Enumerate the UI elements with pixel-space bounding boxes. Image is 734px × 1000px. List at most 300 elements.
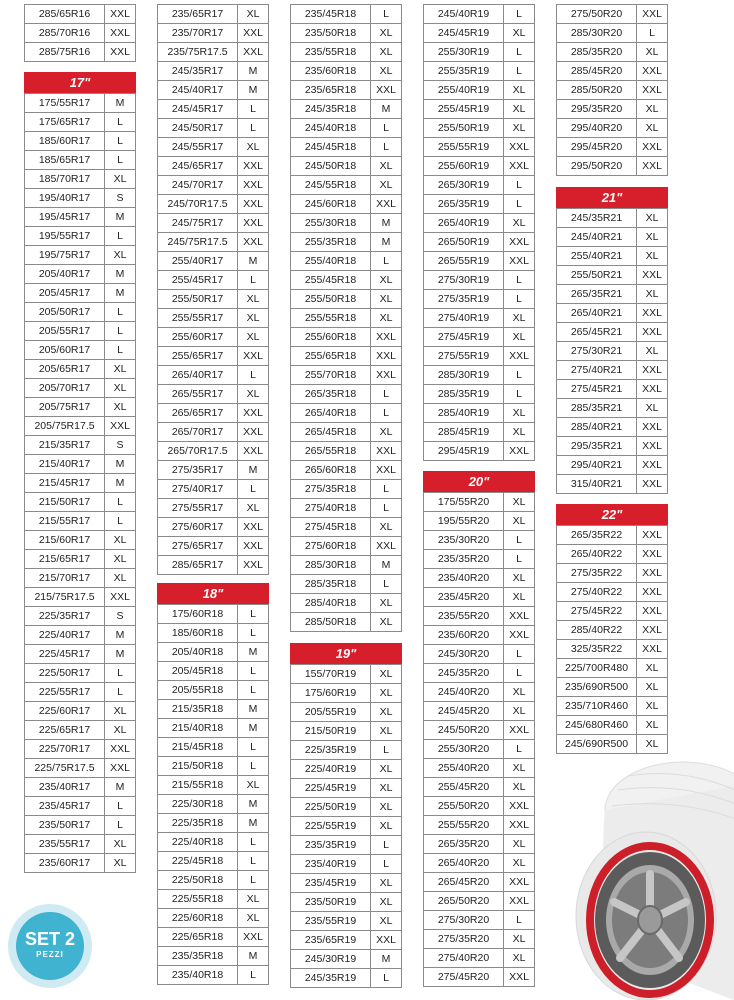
sock-size: M xyxy=(371,556,402,575)
size-row xyxy=(158,947,269,966)
size-row xyxy=(25,265,136,284)
tyre-size: 205/55R19 xyxy=(291,703,371,722)
tyre-size: 235/55R20 xyxy=(424,607,504,626)
tyre-size: 255/60R18 xyxy=(291,328,371,347)
sock-size: L xyxy=(504,664,535,683)
size-table xyxy=(157,604,269,985)
sock-size: XXL xyxy=(371,195,402,214)
tyre-size: 235/40R18 xyxy=(158,966,238,985)
section-header-20: 20" xyxy=(423,471,535,492)
sock-size: XL xyxy=(105,379,136,398)
size-row xyxy=(291,855,402,874)
tyre-size: 245/35R20 xyxy=(424,664,504,683)
tyre-size: 225/45R18 xyxy=(158,852,238,871)
size-row xyxy=(424,366,535,385)
tyre-size: 295/35R21 xyxy=(557,437,637,456)
size-row xyxy=(158,537,269,556)
sock-size: XL xyxy=(105,170,136,189)
size-row xyxy=(291,81,402,100)
size-row xyxy=(424,347,535,366)
tyre-size: 265/55R19 xyxy=(424,252,504,271)
tyre-size: 245/40R21 xyxy=(557,228,637,247)
sock-size: L xyxy=(238,966,269,985)
size-row xyxy=(158,795,269,814)
size-row xyxy=(557,380,668,399)
size-row xyxy=(25,398,136,417)
sock-size: XL xyxy=(371,817,402,836)
size-row xyxy=(25,208,136,227)
sock-size: XL xyxy=(371,760,402,779)
size-row xyxy=(291,252,402,271)
tyre-size: 255/40R17 xyxy=(158,252,238,271)
size-row xyxy=(25,569,136,588)
sock-size: XL xyxy=(504,683,535,702)
sock-size: XXL xyxy=(637,545,668,564)
tyre-size: 265/35R19 xyxy=(424,195,504,214)
tyre-size: 275/45R22 xyxy=(557,602,637,621)
size-row xyxy=(291,798,402,817)
tyre-size: 215/70R17 xyxy=(25,569,105,588)
sock-size: XXL xyxy=(238,347,269,366)
tyre-size: 195/75R17 xyxy=(25,246,105,265)
tyre-size: 245/40R20 xyxy=(424,683,504,702)
size-row xyxy=(424,645,535,664)
section-header-18: 18" xyxy=(157,583,269,604)
tyre-size: 295/40R21 xyxy=(557,456,637,475)
sock-size: L xyxy=(504,271,535,290)
sock-size: L xyxy=(105,151,136,170)
size-row xyxy=(158,81,269,100)
size-row xyxy=(25,132,136,151)
tyre-size: 265/55R17 xyxy=(158,385,238,404)
tyre-size: 255/45R17 xyxy=(158,271,238,290)
tyre-size: 255/40R18 xyxy=(291,252,371,271)
size-row xyxy=(25,189,136,208)
sock-size: XXL xyxy=(504,233,535,252)
size-row xyxy=(158,119,269,138)
tyre-size: 245/50R18 xyxy=(291,157,371,176)
sock-size: L xyxy=(238,480,269,499)
sock-size: XL xyxy=(504,214,535,233)
sock-size: XL xyxy=(371,271,402,290)
size-row xyxy=(158,643,269,662)
tyre-size: 245/60R18 xyxy=(291,195,371,214)
tyre-size: 185/60R18 xyxy=(158,624,238,643)
size-row xyxy=(424,252,535,271)
tyre-size: 275/30R21 xyxy=(557,342,637,361)
size-row xyxy=(158,138,269,157)
sock-size: L xyxy=(371,855,402,874)
sock-size: XXL xyxy=(105,417,136,436)
tyre-size: 235/710R460 xyxy=(557,697,637,716)
tyre-size: 235/60R18 xyxy=(291,62,371,81)
sock-size: XXL xyxy=(504,721,535,740)
tyre-size: 275/40R18 xyxy=(291,499,371,518)
sock-size: M xyxy=(371,233,402,252)
size-row xyxy=(25,455,136,474)
tyre-size: 245/45R17 xyxy=(158,100,238,119)
sock-size: L xyxy=(371,499,402,518)
tyre-size: 215/50R19 xyxy=(291,722,371,741)
tyre-size: 245/30R20 xyxy=(424,645,504,664)
tyre-size: 265/45R20 xyxy=(424,873,504,892)
size-row xyxy=(291,119,402,138)
sock-size: XXL xyxy=(637,304,668,323)
tyre-size: 275/35R20 xyxy=(424,930,504,949)
tyre-size: 225/45R19 xyxy=(291,779,371,798)
sock-size: XXL xyxy=(238,195,269,214)
size-row xyxy=(291,271,402,290)
tyre-size: 275/45R18 xyxy=(291,518,371,537)
tyre-size: 205/40R18 xyxy=(158,643,238,662)
size-row xyxy=(424,271,535,290)
size-row xyxy=(424,588,535,607)
tyre-size: 255/55R18 xyxy=(291,309,371,328)
size-row xyxy=(291,100,402,119)
size-row xyxy=(557,24,668,43)
sock-size: XXL xyxy=(238,556,269,575)
size-row xyxy=(158,909,269,928)
tyre-size: 245/30R19 xyxy=(291,950,371,969)
size-row xyxy=(158,214,269,233)
size-row xyxy=(25,113,136,132)
tyre-size: 255/40R19 xyxy=(424,81,504,100)
size-row xyxy=(158,24,269,43)
tyre-size: 235/65R17 xyxy=(158,5,238,24)
sock-size: M xyxy=(238,947,269,966)
sock-size: L xyxy=(504,385,535,404)
sock-size: XXL xyxy=(238,442,269,461)
tyre-size: 225/40R18 xyxy=(158,833,238,852)
sock-size: XXL xyxy=(637,361,668,380)
sock-size: L xyxy=(105,797,136,816)
sock-size: S xyxy=(105,189,136,208)
tyre-size: 245/50R20 xyxy=(424,721,504,740)
tyre-size: 275/40R21 xyxy=(557,361,637,380)
size-row xyxy=(291,214,402,233)
tyre-size: 205/50R17 xyxy=(25,303,105,322)
sock-size: L xyxy=(504,531,535,550)
size-row xyxy=(557,564,668,583)
size-row xyxy=(158,5,269,24)
size-row xyxy=(291,157,402,176)
size-row xyxy=(25,626,136,645)
size-row xyxy=(25,227,136,246)
size-table xyxy=(24,93,136,873)
tyre-size: 255/30R19 xyxy=(424,43,504,62)
tyre-size: 225/50R18 xyxy=(158,871,238,890)
tyre-size: 285/50R18 xyxy=(291,613,371,632)
size-row xyxy=(291,404,402,423)
tyre-size: 265/35R22 xyxy=(557,526,637,545)
size-row xyxy=(25,645,136,664)
tyre-size: 285/75R16 xyxy=(25,43,105,62)
size-table xyxy=(556,525,668,754)
size-row xyxy=(424,214,535,233)
tyre-size: 285/35R19 xyxy=(424,385,504,404)
tyre-size: 245/45R20 xyxy=(424,702,504,721)
tyre-size: 295/50R20 xyxy=(557,157,637,176)
tyre-size: 205/65R17 xyxy=(25,360,105,379)
size-row xyxy=(424,24,535,43)
tyre-size: 205/40R17 xyxy=(25,265,105,284)
sock-size: L xyxy=(504,62,535,81)
size-row xyxy=(557,5,668,24)
size-row xyxy=(25,664,136,683)
size-row xyxy=(424,493,535,512)
tyre-size: 265/40R18 xyxy=(291,404,371,423)
size-row xyxy=(291,518,402,537)
size-row xyxy=(424,778,535,797)
size-row xyxy=(424,797,535,816)
sock-size: XXL xyxy=(504,157,535,176)
size-row xyxy=(424,664,535,683)
tyre-size: 225/55R17 xyxy=(25,683,105,702)
tyre-size: 245/65R17 xyxy=(158,157,238,176)
sock-size: XL xyxy=(371,594,402,613)
sock-size: L xyxy=(105,512,136,531)
size-row xyxy=(424,626,535,645)
sock-size: L xyxy=(371,138,402,157)
tyre-size: 275/40R17 xyxy=(158,480,238,499)
sock-size: L xyxy=(105,341,136,360)
sock-size: M xyxy=(105,645,136,664)
tyre-size: 235/50R19 xyxy=(291,893,371,912)
size-row xyxy=(25,474,136,493)
size-row xyxy=(25,702,136,721)
sock-size: XL xyxy=(371,874,402,893)
sock-size: L xyxy=(105,113,136,132)
size-row xyxy=(25,303,136,322)
tyre-size: 245/35R17 xyxy=(158,62,238,81)
size-row xyxy=(557,81,668,100)
sock-size: L xyxy=(371,404,402,423)
tyre-size: 325/35R22 xyxy=(557,640,637,659)
tyre-size: 285/35R18 xyxy=(291,575,371,594)
sock-size: XL xyxy=(637,342,668,361)
sock-size: XL xyxy=(238,499,269,518)
sock-size: XXL xyxy=(238,233,269,252)
size-row xyxy=(557,399,668,418)
size-row xyxy=(424,607,535,626)
tyre-size: 275/60R17 xyxy=(158,518,238,537)
size-row xyxy=(291,423,402,442)
size-row xyxy=(291,594,402,613)
size-table xyxy=(24,4,136,62)
size-row xyxy=(158,662,269,681)
size-row xyxy=(25,24,136,43)
size-row xyxy=(25,151,136,170)
sock-size: L xyxy=(504,195,535,214)
sock-size: L xyxy=(504,43,535,62)
sock-size: XL xyxy=(637,735,668,754)
sock-size: XL xyxy=(238,138,269,157)
tyre-size: 285/35R20 xyxy=(557,43,637,62)
sock-size: XL xyxy=(371,613,402,632)
tyre-size: 265/50R20 xyxy=(424,892,504,911)
size-row xyxy=(557,157,668,176)
size-row xyxy=(25,94,136,113)
tyre-size: 225/55R19 xyxy=(291,817,371,836)
sock-size: L xyxy=(238,119,269,138)
sock-size: XL xyxy=(105,398,136,417)
size-row xyxy=(557,304,668,323)
sock-size: XXL xyxy=(371,931,402,950)
size-row xyxy=(424,119,535,138)
tyre-size: 245/45R19 xyxy=(424,24,504,43)
tyre-size: 215/35R17 xyxy=(25,436,105,455)
sock-size: XL xyxy=(371,423,402,442)
size-row xyxy=(158,328,269,347)
size-row xyxy=(158,700,269,719)
size-row xyxy=(557,475,668,494)
sock-size: XL xyxy=(371,290,402,309)
sock-size: XL xyxy=(371,176,402,195)
size-row xyxy=(424,423,535,442)
sock-size: XL xyxy=(504,24,535,43)
size-row xyxy=(557,209,668,228)
size-row xyxy=(291,703,402,722)
tyre-size: 235/75R17.5 xyxy=(158,43,238,62)
sock-size: XL xyxy=(504,854,535,873)
size-row xyxy=(291,969,402,988)
tyre-size: 245/35R18 xyxy=(291,100,371,119)
sock-size: XXL xyxy=(504,797,535,816)
tyre-size: 255/35R19 xyxy=(424,62,504,81)
sock-size: XL xyxy=(371,722,402,741)
tyre-size: 275/35R22 xyxy=(557,564,637,583)
size-row xyxy=(557,119,668,138)
tyre-size: 235/30R20 xyxy=(424,531,504,550)
sock-size: XL xyxy=(504,702,535,721)
sock-size: L xyxy=(105,664,136,683)
tyre-size: 285/50R20 xyxy=(557,81,637,100)
tyre-size: 205/60R17 xyxy=(25,341,105,360)
sock-size: XXL xyxy=(637,456,668,475)
tyre-size: 285/40R21 xyxy=(557,418,637,437)
tyre-size: 215/35R18 xyxy=(158,700,238,719)
size-row xyxy=(424,138,535,157)
tyre-size: 275/55R17 xyxy=(158,499,238,518)
size-row xyxy=(557,545,668,564)
tyre-size: 255/70R18 xyxy=(291,366,371,385)
size-row xyxy=(25,607,136,626)
tyre-size: 175/60R19 xyxy=(291,684,371,703)
tyre-size: 235/35R19 xyxy=(291,836,371,855)
sock-size: L xyxy=(238,833,269,852)
sock-size: XXL xyxy=(504,968,535,987)
size-row xyxy=(25,854,136,873)
sock-size: M xyxy=(105,455,136,474)
size-row xyxy=(291,195,402,214)
sock-size: M xyxy=(105,94,136,113)
sock-size: M xyxy=(238,700,269,719)
size-row xyxy=(25,759,136,778)
sock-size: XL xyxy=(238,328,269,347)
size-column-1 xyxy=(24,4,136,873)
sock-size: L xyxy=(504,366,535,385)
sock-size: XL xyxy=(504,309,535,328)
tyre-size: 225/50R17 xyxy=(25,664,105,683)
tyre-size: 255/50R20 xyxy=(424,797,504,816)
sock-size: XXL xyxy=(105,759,136,778)
size-row xyxy=(158,833,269,852)
tyre-size: 265/65R17 xyxy=(158,404,238,423)
tyre-size: 265/35R20 xyxy=(424,835,504,854)
sock-size: XXL xyxy=(504,252,535,271)
sock-size: XL xyxy=(238,890,269,909)
sock-size: XXL xyxy=(637,526,668,545)
sock-size: XL xyxy=(371,309,402,328)
size-row xyxy=(557,678,668,697)
tyre-size: 235/45R19 xyxy=(291,874,371,893)
sock-size: XXL xyxy=(105,588,136,607)
tyre-size: 295/45R19 xyxy=(424,442,504,461)
tyre-size: 225/40R17 xyxy=(25,626,105,645)
tyre-size: 275/60R18 xyxy=(291,537,371,556)
size-row xyxy=(158,871,269,890)
sock-size: XXL xyxy=(637,564,668,583)
tyre-size: 195/40R17 xyxy=(25,189,105,208)
size-row xyxy=(291,613,402,632)
size-row xyxy=(25,531,136,550)
sock-size: L xyxy=(371,969,402,988)
sock-size: L xyxy=(504,5,535,24)
tyre-size: 255/65R18 xyxy=(291,347,371,366)
sock-size: L xyxy=(105,493,136,512)
tyre-size: 225/60R18 xyxy=(158,909,238,928)
set-badge-inner xyxy=(16,912,84,980)
size-row xyxy=(158,62,269,81)
tyre-size: 255/50R18 xyxy=(291,290,371,309)
tyre-size: 245/40R18 xyxy=(291,119,371,138)
tyre-sock-illustration xyxy=(558,756,734,1000)
size-row xyxy=(557,62,668,81)
tyre-size: 285/40R19 xyxy=(424,404,504,423)
size-row xyxy=(158,385,269,404)
sock-size: XL xyxy=(637,697,668,716)
size-row xyxy=(424,176,535,195)
tyre-size: 225/50R19 xyxy=(291,798,371,817)
sock-size: XXL xyxy=(637,62,668,81)
sock-size: XL xyxy=(238,776,269,795)
size-row xyxy=(291,442,402,461)
tyre-size: 205/55R17 xyxy=(25,322,105,341)
sock-size: XXL xyxy=(238,43,269,62)
tyre-size: 215/55R17 xyxy=(25,512,105,531)
size-row xyxy=(424,81,535,100)
size-row xyxy=(25,379,136,398)
tyre-size: 265/60R18 xyxy=(291,461,371,480)
tyre-size: 225/40R19 xyxy=(291,760,371,779)
size-row xyxy=(424,385,535,404)
tyre-size: 225/30R18 xyxy=(158,795,238,814)
size-row xyxy=(158,518,269,537)
size-row xyxy=(25,360,136,379)
sock-size: XL xyxy=(371,779,402,798)
size-row xyxy=(557,100,668,119)
sock-size: XL xyxy=(371,62,402,81)
size-row xyxy=(557,323,668,342)
sock-size: L xyxy=(504,911,535,930)
size-row xyxy=(291,912,402,931)
size-row xyxy=(557,621,668,640)
size-row xyxy=(557,361,668,380)
sock-size: L xyxy=(637,24,668,43)
tyre-size: 285/30R19 xyxy=(424,366,504,385)
tyre-size: 185/70R17 xyxy=(25,170,105,189)
sock-size: M xyxy=(238,643,269,662)
